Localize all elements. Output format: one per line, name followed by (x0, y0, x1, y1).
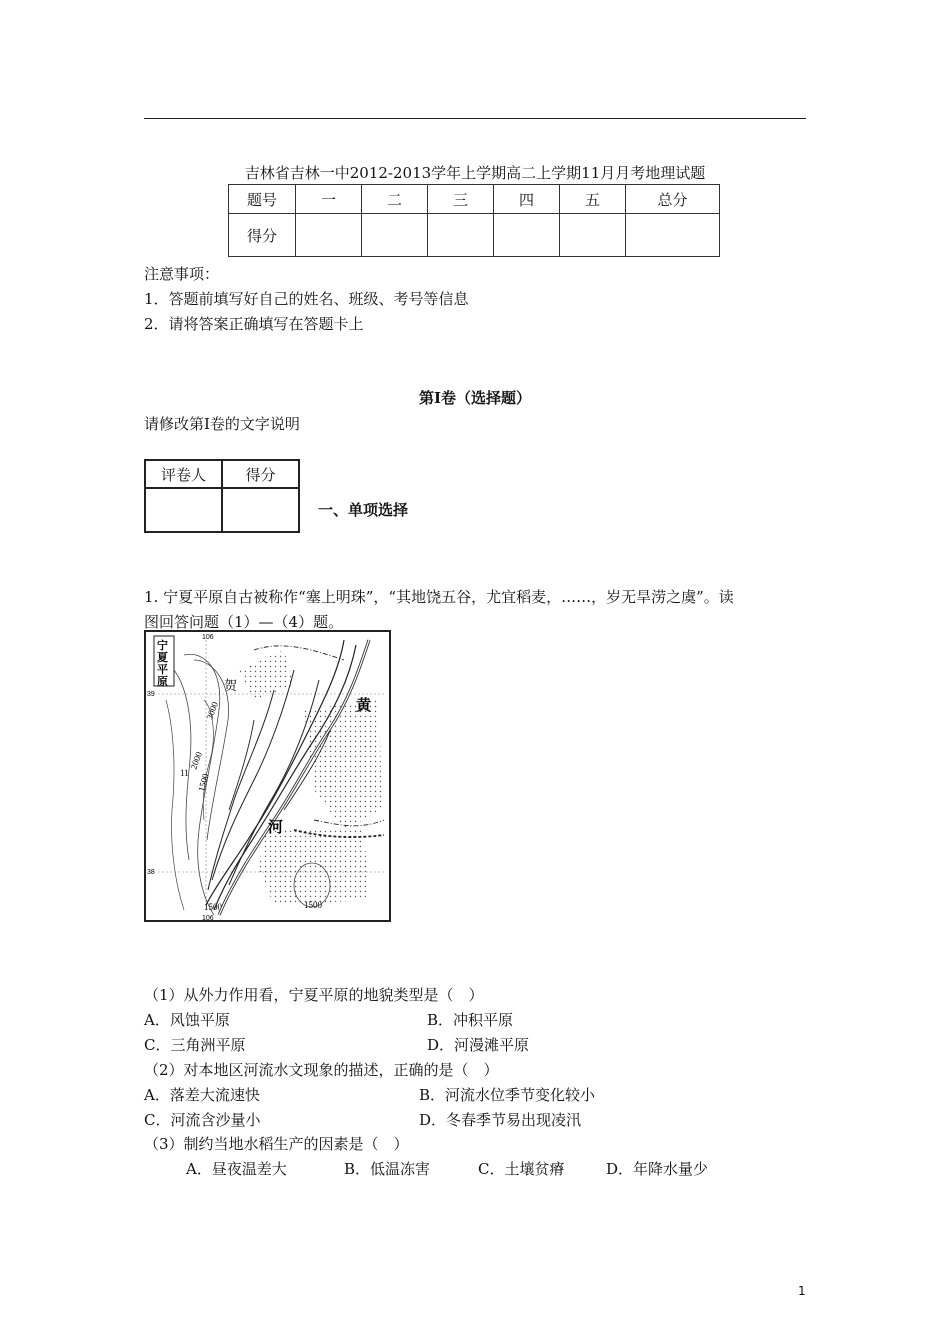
sub-question: （3）制约当地水稻生产的因素是（ ） (144, 1135, 409, 1153)
question-stem: 图回答问题（1）—（4）题。 (144, 613, 344, 631)
sub-question: （1）从外力作用看，宁夏平原的地貌类型是（ ） (144, 986, 484, 1004)
map-label-char: 平 (157, 664, 168, 676)
option-b: B．冲积平原 (427, 1011, 514, 1029)
option-d: D．冬春季节易出现凌汛 (419, 1111, 582, 1129)
note-item: 1．答题前填写好自己的姓名、班级、考号等信息 (144, 290, 469, 308)
option-c: C．三角洲平原 (144, 1036, 246, 1054)
contour-label: 1500 (204, 902, 222, 912)
header-rule (144, 118, 806, 119)
grader-score-label: 得分 (222, 460, 299, 488)
score-cell (560, 214, 626, 257)
option-d: D．年降水量少 (606, 1160, 709, 1178)
map-latitude-label: 39 (147, 691, 155, 698)
grader-table (144, 459, 300, 533)
map-small-label: 11 (180, 768, 189, 778)
option-a: A．落差大流速快 (144, 1086, 260, 1104)
score-row-label: 得分 (229, 214, 296, 257)
map-label-char: 夏 (157, 652, 168, 664)
grader-label: 评卷人 (145, 460, 222, 488)
map-river-label: 黄 (356, 698, 372, 714)
section-instruction: 请修改第I卷的文字说明 (144, 415, 300, 433)
option-d: D．河漫滩平原 (427, 1036, 530, 1054)
grader-cell (222, 488, 299, 532)
contour-label: 1500 (196, 772, 211, 793)
sub-question: （2）对本地区河流水文现象的描述，正确的是（ ） (144, 1061, 499, 1079)
option-a: A．风蚀平原 (144, 1011, 230, 1029)
note-item: 2．请将答案正确填写在答题卡上 (144, 315, 364, 333)
option-a: A．昼夜温差大 (186, 1160, 287, 1178)
part-title: 一、单项选择 (318, 501, 409, 519)
exam-title: 吉林省吉林一中2012-2013学年上学期高二上学期11月月考地理试题 (244, 164, 706, 182)
notes-heading: 注意事项： (144, 265, 220, 283)
ningxia-plain-map (144, 630, 391, 922)
map-latitude-label: 38 (147, 869, 155, 876)
score-header-cell: 四 (494, 185, 560, 214)
page-number: 1 (798, 1284, 806, 1298)
score-cell (362, 214, 428, 257)
contour-label: 3000 (204, 700, 221, 721)
grader-cell (145, 488, 222, 532)
score-header-cell: 五 (560, 185, 626, 214)
map-place-label: 贺 (224, 678, 238, 693)
score-cell (296, 214, 362, 257)
score-header-cell: 二 (362, 185, 428, 214)
contour-label: 2000 (188, 750, 205, 771)
score-header-cell: 一 (296, 185, 362, 214)
question-stem: 1. 宁夏平原自古被称作“塞上明珠”，“其地饶五谷，尤宜稻麦，……，岁无旱涝之虞”。读 (144, 588, 734, 606)
score-cell (428, 214, 494, 257)
section-title: 第I卷（选择题） (418, 389, 532, 407)
contour-label: 1500 (304, 900, 322, 910)
score-cell (626, 214, 720, 257)
option-c: C．河流含沙量小 (144, 1111, 261, 1129)
score-table (228, 184, 720, 257)
score-header-cell: 三 (428, 185, 494, 214)
map-label-char: 原 (157, 676, 168, 688)
map-river-label: 河 (268, 820, 284, 836)
map-longitude-label: 106 (202, 915, 214, 922)
map-label-char: 宁 (157, 640, 168, 652)
option-c: C．土壤贫瘠 (478, 1160, 565, 1178)
option-b: B．低温冻害 (344, 1160, 431, 1178)
score-header-cell: 题号 (229, 185, 296, 214)
score-cell (494, 214, 560, 257)
score-header-cell: 总分 (626, 185, 720, 214)
map-longitude-label: 106 (202, 634, 214, 641)
option-b: B．河流水位季节变化较小 (419, 1086, 596, 1104)
